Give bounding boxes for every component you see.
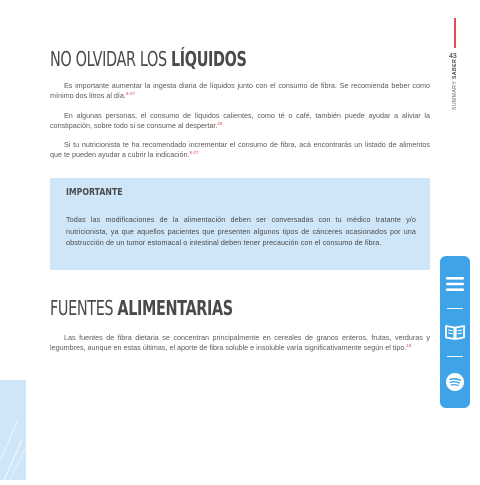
book-icon[interactable] — [445, 322, 465, 342]
section-title-bold: ALIMENTARIAS — [117, 296, 233, 320]
menu-icon[interactable] — [445, 274, 465, 294]
reference-mark: 16 — [406, 343, 412, 349]
spotify-icon[interactable] — [445, 372, 465, 392]
page-marker-line — [454, 18, 456, 48]
paragraph — [50, 333, 430, 354]
page-number: 43 — [449, 53, 457, 60]
section-title-light: FUENTES — [50, 296, 118, 320]
paragraph-text: En algunas personas, el consumo de líquidos calientes, como té o café, también puede ayudar a aliviar la constipación, sobre todo si se consume al despertar. — [50, 111, 430, 131]
decorative-corner-shape — [0, 380, 26, 480]
reference-mark: 9-27 — [189, 150, 199, 156]
callout-body: Todas las modificaciones de la alimentación deben ser conversadas con tu médico tratante y/o nutricionista, ya que aquellos pacientes que presenten algunos tipos de cánceres ocasionados por una obstrucción de un tumor estomacal o intestinal deben tener precaución con el consumo de fibra. — [66, 215, 416, 248]
callout-title: IMPORTANTE — [66, 187, 123, 198]
paragraph-text: Si tu nutricionista te ha recomendado incrementar el consumo de fibra, acá encontrarás un listado de alimentos que te pueden ayudar a cubrir la indicación. — [50, 140, 430, 160]
section-title-liquidos — [50, 47, 247, 71]
paragraph — [50, 81, 430, 102]
paragraph — [50, 140, 430, 161]
reference-mark: 26 — [217, 121, 223, 127]
important-callout — [50, 178, 430, 270]
side-navigation — [440, 256, 470, 408]
section-title-fuentes — [50, 296, 233, 320]
running-title-light: SUMMARY — [452, 80, 458, 110]
reference-mark: 9-27 — [125, 91, 135, 97]
paragraph-text: Las fuentes de fibra dietaria se concentran principalmente en cereales de granos enteros, frutas, verduras y legumbres, aunque en estas últimas, el aporte de fibra soluble e insoluble varía significativamente según el tipo. — [50, 333, 430, 353]
running-title — [452, 59, 458, 110]
paragraph-text: Es importante aumentar la ingesta diaria de líquidos junto con el consumo de fibra. Se recomienda beber como mínimo dos litros al día. — [50, 81, 430, 101]
section-title-light: NO OLVIDAR LOS — [50, 47, 171, 71]
divider — [447, 356, 463, 357]
running-title-bold: SABER — [452, 58, 458, 80]
divider — [447, 308, 463, 309]
paragraph — [50, 111, 430, 132]
section-title-bold: LÍQUIDOS — [170, 47, 247, 71]
